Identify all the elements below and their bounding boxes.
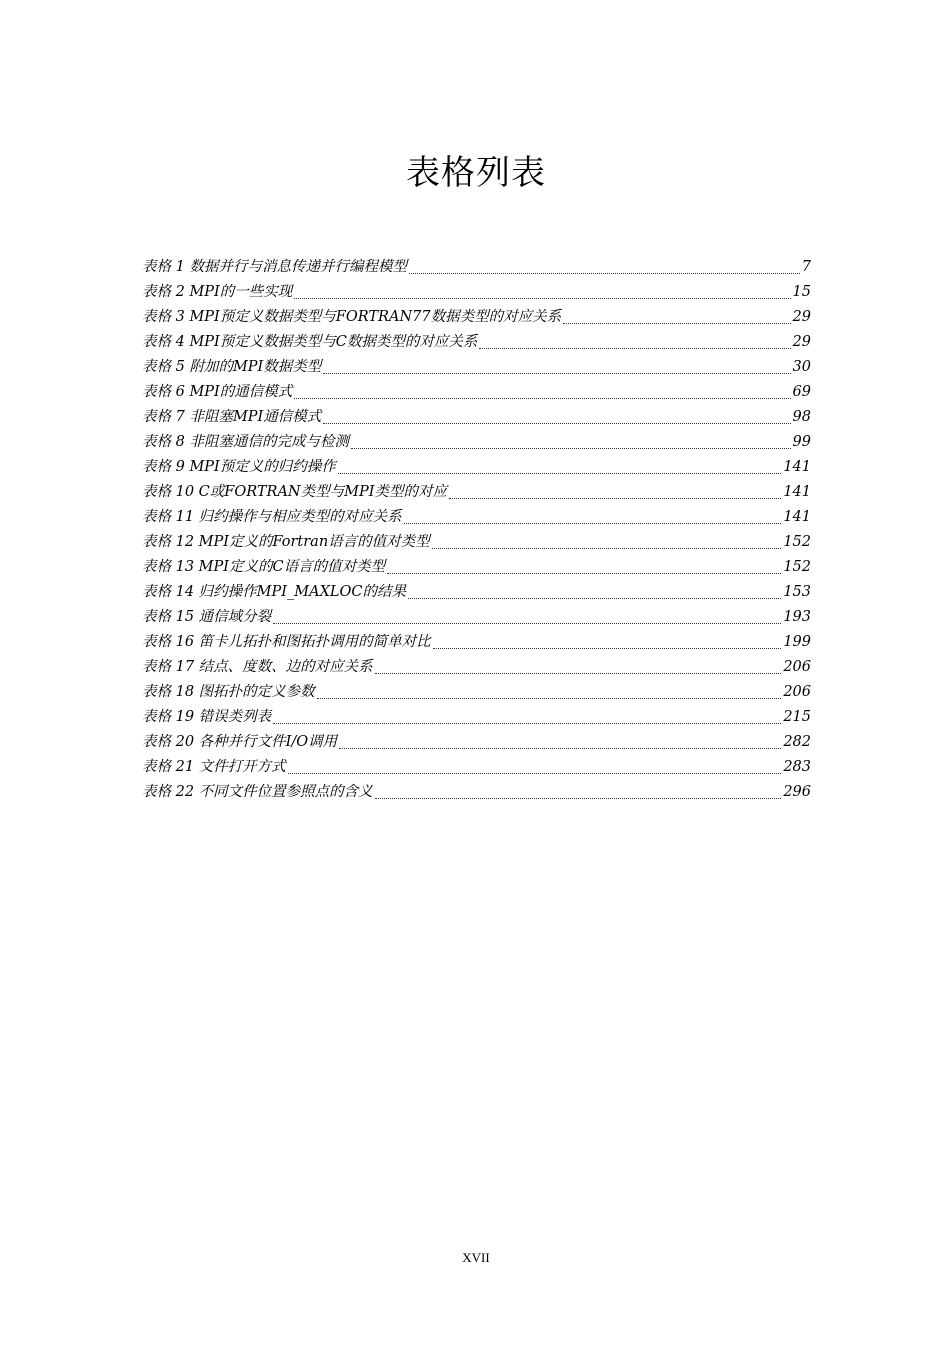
dot-leader bbox=[563, 323, 790, 324]
dot-leader bbox=[375, 673, 782, 674]
dot-leader bbox=[288, 773, 782, 774]
page-title: 表格列表 bbox=[406, 153, 546, 193]
toc-entry-label: 表格 21 文件打开方式 bbox=[142, 759, 286, 775]
dot-leader bbox=[317, 698, 782, 699]
dot-leader bbox=[294, 298, 790, 299]
dot-leader bbox=[387, 573, 781, 574]
dot-leader bbox=[375, 798, 782, 799]
toc-entry[interactable] bbox=[142, 330, 811, 355]
toc-entry-label: 表格 7 非阻塞MPI通信模式 bbox=[142, 409, 322, 425]
toc-entry[interactable] bbox=[142, 780, 811, 805]
toc-entry[interactable] bbox=[142, 630, 811, 655]
toc-entry-page: 152 bbox=[783, 534, 811, 550]
toc-entry-page: 29 bbox=[792, 334, 811, 350]
dot-leader bbox=[433, 648, 782, 649]
dot-leader bbox=[409, 273, 800, 274]
dot-leader bbox=[351, 448, 791, 449]
toc-entry-label: 表格 3 MPI预定义数据类型与FORTRAN77数据类型的对应关系 bbox=[142, 309, 562, 325]
toc-entry-label: 表格 4 MPI预定义数据类型与C数据类型的对应关系 bbox=[142, 334, 478, 350]
toc-entry[interactable] bbox=[142, 455, 811, 480]
toc-entry[interactable] bbox=[142, 255, 811, 280]
toc-entry-page: 29 bbox=[792, 309, 811, 325]
toc-entry-label: 表格 5 附加的MPI数据类型 bbox=[142, 359, 322, 375]
toc-entry[interactable] bbox=[142, 480, 811, 505]
dot-leader bbox=[449, 498, 781, 499]
toc-entry-label: 表格 12 MPI定义的Fortran语言的值对类型 bbox=[142, 534, 430, 550]
toc-entry[interactable] bbox=[142, 605, 811, 630]
toc-entry[interactable] bbox=[142, 505, 811, 530]
toc-entry-page: 153 bbox=[783, 584, 811, 600]
toc-entry-page: 99 bbox=[792, 434, 811, 450]
toc-entry[interactable] bbox=[142, 405, 811, 430]
dot-leader bbox=[323, 423, 790, 424]
toc-entry[interactable] bbox=[142, 305, 811, 330]
toc-entry-label: 表格 15 通信域分裂 bbox=[142, 609, 272, 625]
toc-entry-label: 表格 8 非阻塞通信的完成与检测 bbox=[142, 434, 349, 450]
dot-leader bbox=[323, 373, 790, 374]
dot-leader bbox=[479, 348, 790, 349]
page-number: XVII bbox=[462, 1250, 490, 1265]
toc-entry-page: 193 bbox=[783, 609, 811, 625]
toc-entry-label: 表格 19 错误类列表 bbox=[142, 709, 272, 725]
toc-entry-label: 表格 13 MPI定义的C语言的值对类型 bbox=[142, 559, 386, 575]
toc-entry-page: 283 bbox=[783, 759, 811, 775]
toc-entry[interactable] bbox=[142, 355, 811, 380]
toc-entry-page: 141 bbox=[783, 509, 811, 525]
toc-entry-page: 206 bbox=[783, 684, 811, 700]
toc-entry-page: 199 bbox=[783, 634, 811, 650]
toc-entry-label: 表格 2 MPI的一些实现 bbox=[142, 284, 293, 300]
toc-entry-label: 表格 6 MPI的通信模式 bbox=[142, 384, 293, 400]
toc-entry-page: 98 bbox=[792, 409, 811, 425]
toc-entry-page: 141 bbox=[783, 459, 811, 475]
toc-entry-page: 206 bbox=[783, 659, 811, 675]
toc-entry[interactable] bbox=[142, 280, 811, 305]
dot-leader bbox=[273, 623, 781, 624]
toc-entry-label: 表格 17 结点、度数、边的对应关系 bbox=[142, 659, 373, 675]
dot-leader bbox=[294, 398, 790, 399]
toc-entry[interactable] bbox=[142, 680, 811, 705]
dot-leader bbox=[404, 523, 782, 524]
toc-entry-page: 69 bbox=[792, 384, 811, 400]
toc-entry-page: 141 bbox=[783, 484, 811, 500]
toc-entry-label: 表格 20 各种并行文件I/O调用 bbox=[142, 734, 338, 750]
toc-entry-page: 30 bbox=[792, 359, 811, 375]
dot-leader bbox=[273, 723, 781, 724]
toc-entry-label: 表格 11 归约操作与相应类型的对应关系 bbox=[142, 509, 402, 525]
toc-entry-page: 7 bbox=[801, 259, 811, 275]
toc-entry-label: 表格 16 笛卡儿拓扑和图拓扑调用的简单对比 bbox=[142, 634, 431, 650]
toc-entry[interactable] bbox=[142, 755, 811, 780]
toc-entry[interactable] bbox=[142, 580, 811, 605]
toc-entry-page: 296 bbox=[783, 784, 811, 800]
toc-entry-page: 215 bbox=[783, 709, 811, 725]
toc-entry-label: 表格 10 C或FORTRAN类型与MPI类型的对应 bbox=[142, 484, 447, 500]
dot-leader bbox=[432, 548, 782, 549]
toc-entry[interactable] bbox=[142, 705, 811, 730]
dot-leader bbox=[338, 473, 782, 474]
dot-leader bbox=[339, 748, 781, 749]
toc-entry[interactable] bbox=[142, 555, 811, 580]
toc-entry[interactable] bbox=[142, 530, 811, 555]
toc-entry[interactable] bbox=[142, 380, 811, 405]
toc-entry[interactable] bbox=[142, 730, 811, 755]
toc-entry-page: 282 bbox=[783, 734, 811, 750]
table-list bbox=[142, 255, 811, 805]
toc-entry[interactable] bbox=[142, 430, 811, 455]
toc-entry-label: 表格 14 归约操作MPI_MAXLOC的结果 bbox=[142, 584, 407, 600]
dot-leader bbox=[408, 598, 781, 599]
toc-entry-page: 15 bbox=[792, 284, 811, 300]
toc-entry-label: 表格 18 图拓扑的定义参数 bbox=[142, 684, 315, 700]
toc-entry-label: 表格 22 不同文件位置参照点的含义 bbox=[142, 784, 373, 800]
toc-entry-label: 表格 9 MPI预定义的归约操作 bbox=[142, 459, 336, 475]
toc-entry[interactable] bbox=[142, 655, 811, 680]
toc-entry-label: 表格 1 数据并行与消息传递并行编程模型 bbox=[142, 259, 407, 275]
toc-entry-page: 152 bbox=[783, 559, 811, 575]
